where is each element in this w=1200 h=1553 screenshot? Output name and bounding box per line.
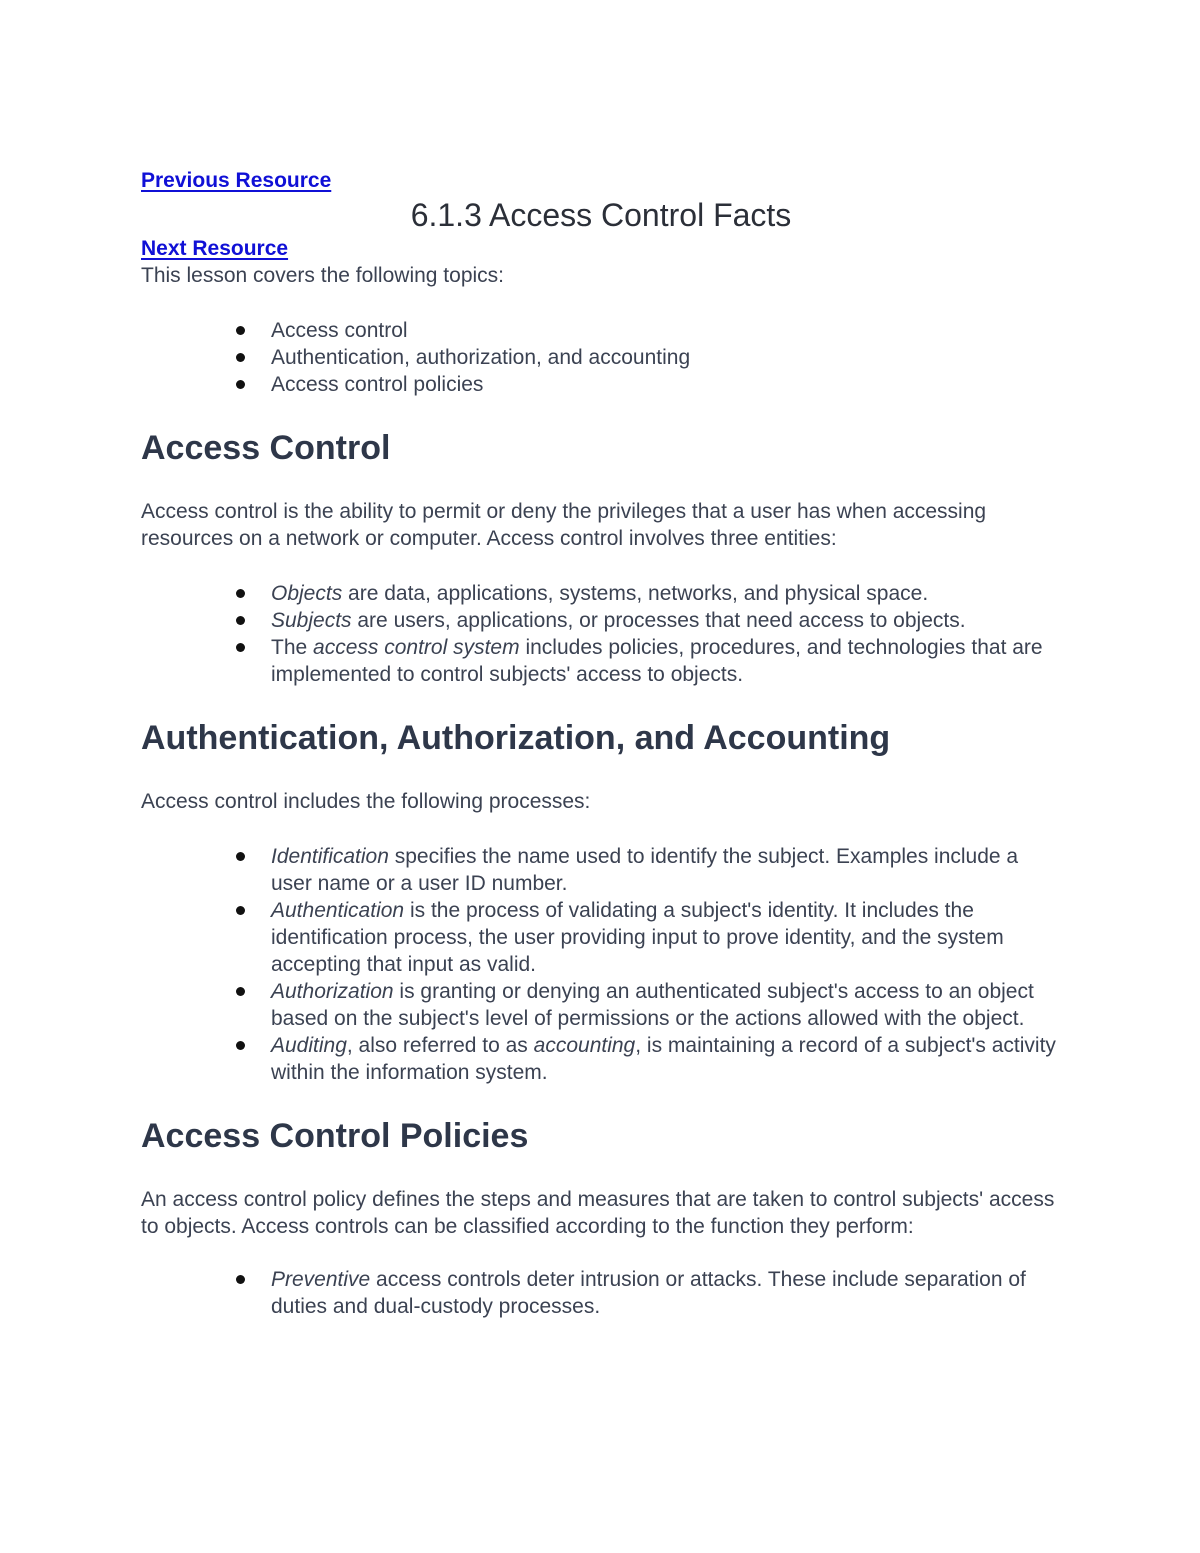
list-item: The access control system includes policies, procedures, and technologies that are implemented to control subjects' access to objects. [271, 634, 1061, 688]
bullet-icon [236, 1041, 245, 1050]
bullet-icon [236, 643, 245, 652]
document-page [141, 168, 1061, 1320]
bullet-icon [236, 1275, 245, 1284]
list-item: Access control [271, 317, 1061, 344]
list-item: Authentication, authorization, and accounting [271, 344, 1061, 371]
bullet-icon [236, 589, 245, 598]
list-item: Objects are data, applications, systems, networks, and physical space. [271, 580, 1061, 607]
next-resource-link[interactable]: Next Resource [141, 237, 289, 260]
section-heading-policies: Access Control Policies [141, 1117, 529, 1155]
list-item: Auditing, also referred to as accounting, is maintaining a record of a subject's activity within the information system. [271, 1032, 1061, 1086]
section-heading-access-control: Access Control [141, 429, 391, 467]
entities-list [141, 580, 1061, 688]
section-paragraph: Access control is the ability to permit or deny the privileges that a user has when accessing resources on a network or computer. Access control involves three entities: [141, 500, 987, 550]
list-item: Identification specifies the name used to identify the subject. Examples include a user name or a user ID number. [271, 843, 1061, 897]
page-title: 6.1.3 Access Control Facts [410, 197, 792, 233]
bullet-icon [236, 353, 245, 362]
bullet-icon [236, 380, 245, 389]
bullet-icon [236, 616, 245, 625]
intro-text: This lesson covers the following topics: [141, 264, 504, 287]
list-item: Subjects are users, applications, or processes that need access to objects. [271, 607, 1061, 634]
bullet-icon [236, 906, 245, 915]
list-item: Preventive access controls deter intrusion or attacks. These include separation of duties and dual-custody processes. [271, 1266, 1061, 1320]
list-item: Access control policies [271, 371, 1061, 398]
topics-list [141, 317, 1061, 398]
processes-list [141, 843, 1061, 1086]
section-paragraph: An access control policy defines the steps and measures that are taken to control subjects' access to objects. Access controls can be classified according to the function they perform: [141, 1188, 1055, 1238]
previous-resource-link[interactable]: Previous Resource [141, 169, 332, 192]
bullet-icon [236, 852, 245, 861]
list-item: Authorization is granting or denying an authenticated subject's access to an object based on the subject's level of permissions or the actions allowed with the object. [271, 978, 1061, 1032]
policy-types-list [141, 1266, 1061, 1320]
list-item: Authentication is the process of validating a subject's identity. It includes the identification process, the user providing input to prove identity, and the system accepting that input as valid. [271, 897, 1061, 978]
section-paragraph: Access control includes the following processes: [141, 790, 591, 813]
bullet-icon [236, 987, 245, 996]
section-heading-aaa: Authentication, Authorization, and Accounting [141, 719, 891, 757]
bullet-icon [236, 326, 245, 335]
